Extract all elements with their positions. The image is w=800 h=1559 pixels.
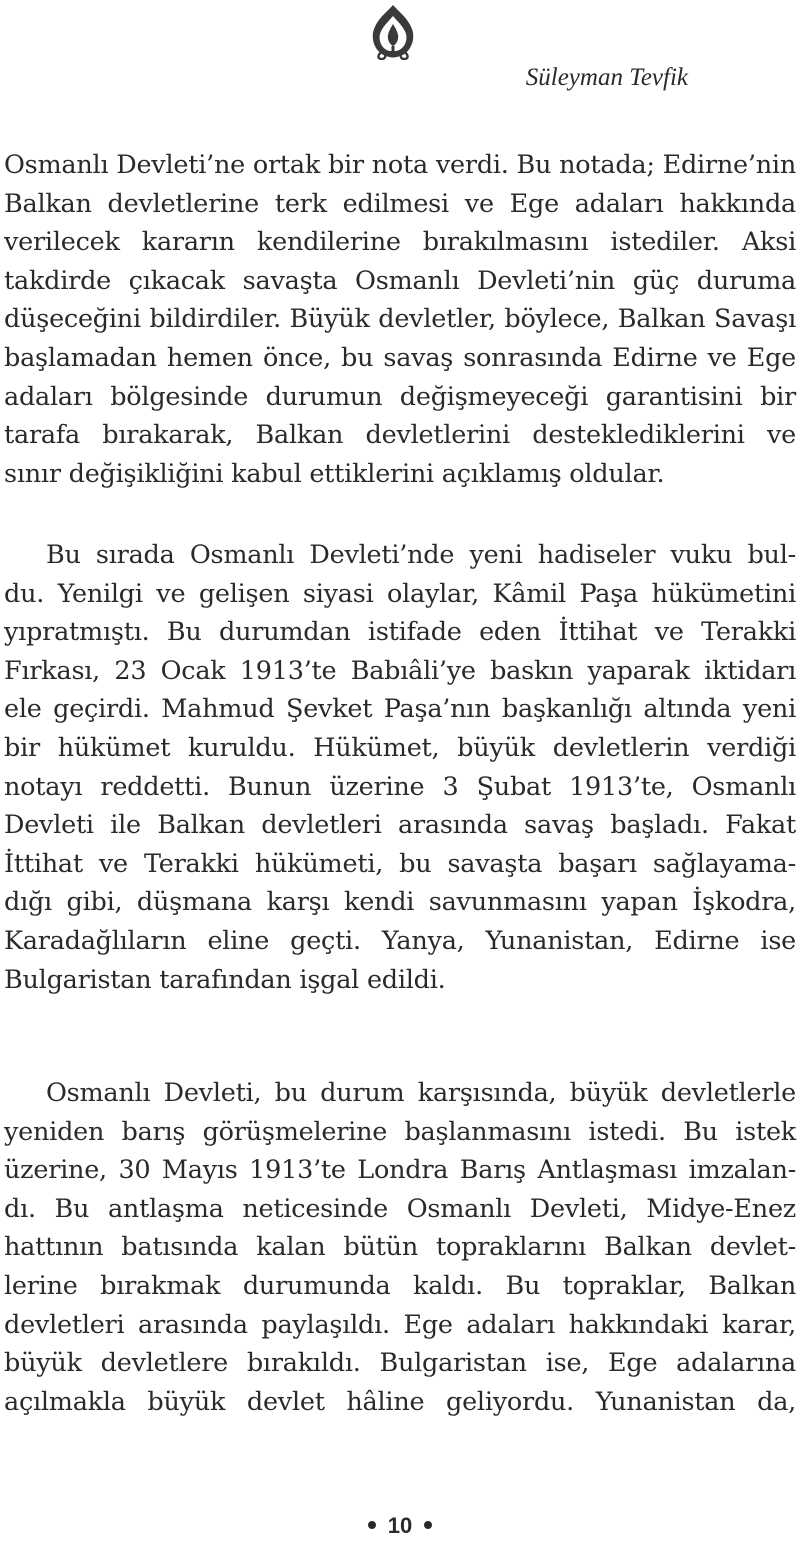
text-line: dı. Bu antlaşma neticesinde Osmanlı Devleti, Midye-Enez <box>4 1193 796 1224</box>
text-line: başlamadan hemen önce, bu savaş sonrasında Edirne ve Ege <box>4 342 796 373</box>
text-line: bir hükümet kuruldu. Hükümet, büyük devletlerin verdiği <box>4 732 796 763</box>
text-line: ele geçirdi. Mahmud Şevket Paşa’nın başkanlığı altında yeni <box>4 694 796 725</box>
text-line: takdirde çıkacak savaşta Osmanlı Devleti’nin güç duruma <box>4 265 796 296</box>
text-line: düşeceğini bildirdiler. Büyük devletler, böylece, Balkan Savaşı <box>4 304 796 335</box>
text-line: du. Yenilgi ve gelişen siyasi olaylar, Kâmil Paşa hükümetini <box>4 578 796 609</box>
text-line: yeniden barış görüşmelerine başlanmasını istedi. Bu istek <box>4 1116 796 1147</box>
text-line: adaları bölgesinde durumun değişmeyeceği garantisini bir <box>4 381 796 412</box>
text-line: Devleti ile Balkan devletleri arasında savaş başladı. Fakat <box>4 810 796 841</box>
bullet-dot-icon <box>424 1521 432 1529</box>
bullet-dot-icon <box>368 1521 376 1529</box>
text-line: Bu sırada Osmanlı Devleti’nde yeni hadiseler vuku bul- <box>46 540 796 570</box>
text-line: lerine bırakmak durumunda kaldı. Bu topraklar, Balkan <box>4 1270 796 1301</box>
running-head: Süleyman Tevfik <box>525 64 688 91</box>
text-line: devletleri arasında paylaşıldı. Ege adaları hakkındaki karar, <box>4 1309 796 1340</box>
text-line: Balkan devletlerine terk edilmesi ve Ege adaları hakkında <box>4 188 796 219</box>
page-number-value: 10 <box>387 1513 413 1538</box>
page-number <box>0 1513 800 1539</box>
text-line: Fırkası, 23 Ocak 1913’te Babıâli’ye baskın yaparak iktidarı <box>4 655 796 686</box>
text-line: Karadağlıların eline geçti. Yanya, Yunanistan, Edirne ise <box>4 925 796 956</box>
text-line: notayı reddetti. Bunun üzerine 3 Şubat 1913’te, Osmanlı <box>4 771 796 802</box>
ornament-logo-icon <box>362 2 424 60</box>
text-line: verilecek kararın kendilerine bırakılmasını istediler. Aksi <box>4 227 796 258</box>
paragraph-1 <box>4 146 796 493</box>
paragraph-3 <box>4 1074 796 1421</box>
paragraph-2 <box>4 536 796 999</box>
text-line: Osmanlı Devleti, bu durum karşısında, büyük devletlerle <box>46 1078 796 1108</box>
text-line: hattının batısında kalan bütün topraklarını Balkan devlet- <box>4 1232 796 1263</box>
text-line: yıpratmıştı. Bu durumdan istifade eden İttihat ve Terakki <box>4 617 796 648</box>
text-line: üzerine, 30 Mayıs 1913’te Londra Barış Antlaşması imzalan- <box>4 1155 796 1186</box>
text-line: büyük devletlere bırakıldı. Bulgaristan ise, Ege adalarına <box>4 1348 796 1379</box>
text-line: Bulgaristan tarafından işgal edildi. <box>4 964 446 995</box>
text-line: İttihat ve Terakki hükümeti, bu savaşta başarı sağlayama- <box>4 848 796 879</box>
text-line: açılmakla büyük devlet hâline geliyordu. Yunanistan da, <box>4 1386 796 1417</box>
text-line: tarafa bırakarak, Balkan devletlerini desteklediklerini ve <box>4 420 796 451</box>
text-line: sınır değişikliğini kabul ettiklerini açıklamış oldular. <box>4 458 665 489</box>
text-line: dığı gibi, düşmana karşı kendi savunmasını yapan İşkodra, <box>4 887 796 918</box>
text-line: Osmanlı Devleti’ne ortak bir nota verdi. Bu notada; Edirne’nin <box>4 150 796 180</box>
